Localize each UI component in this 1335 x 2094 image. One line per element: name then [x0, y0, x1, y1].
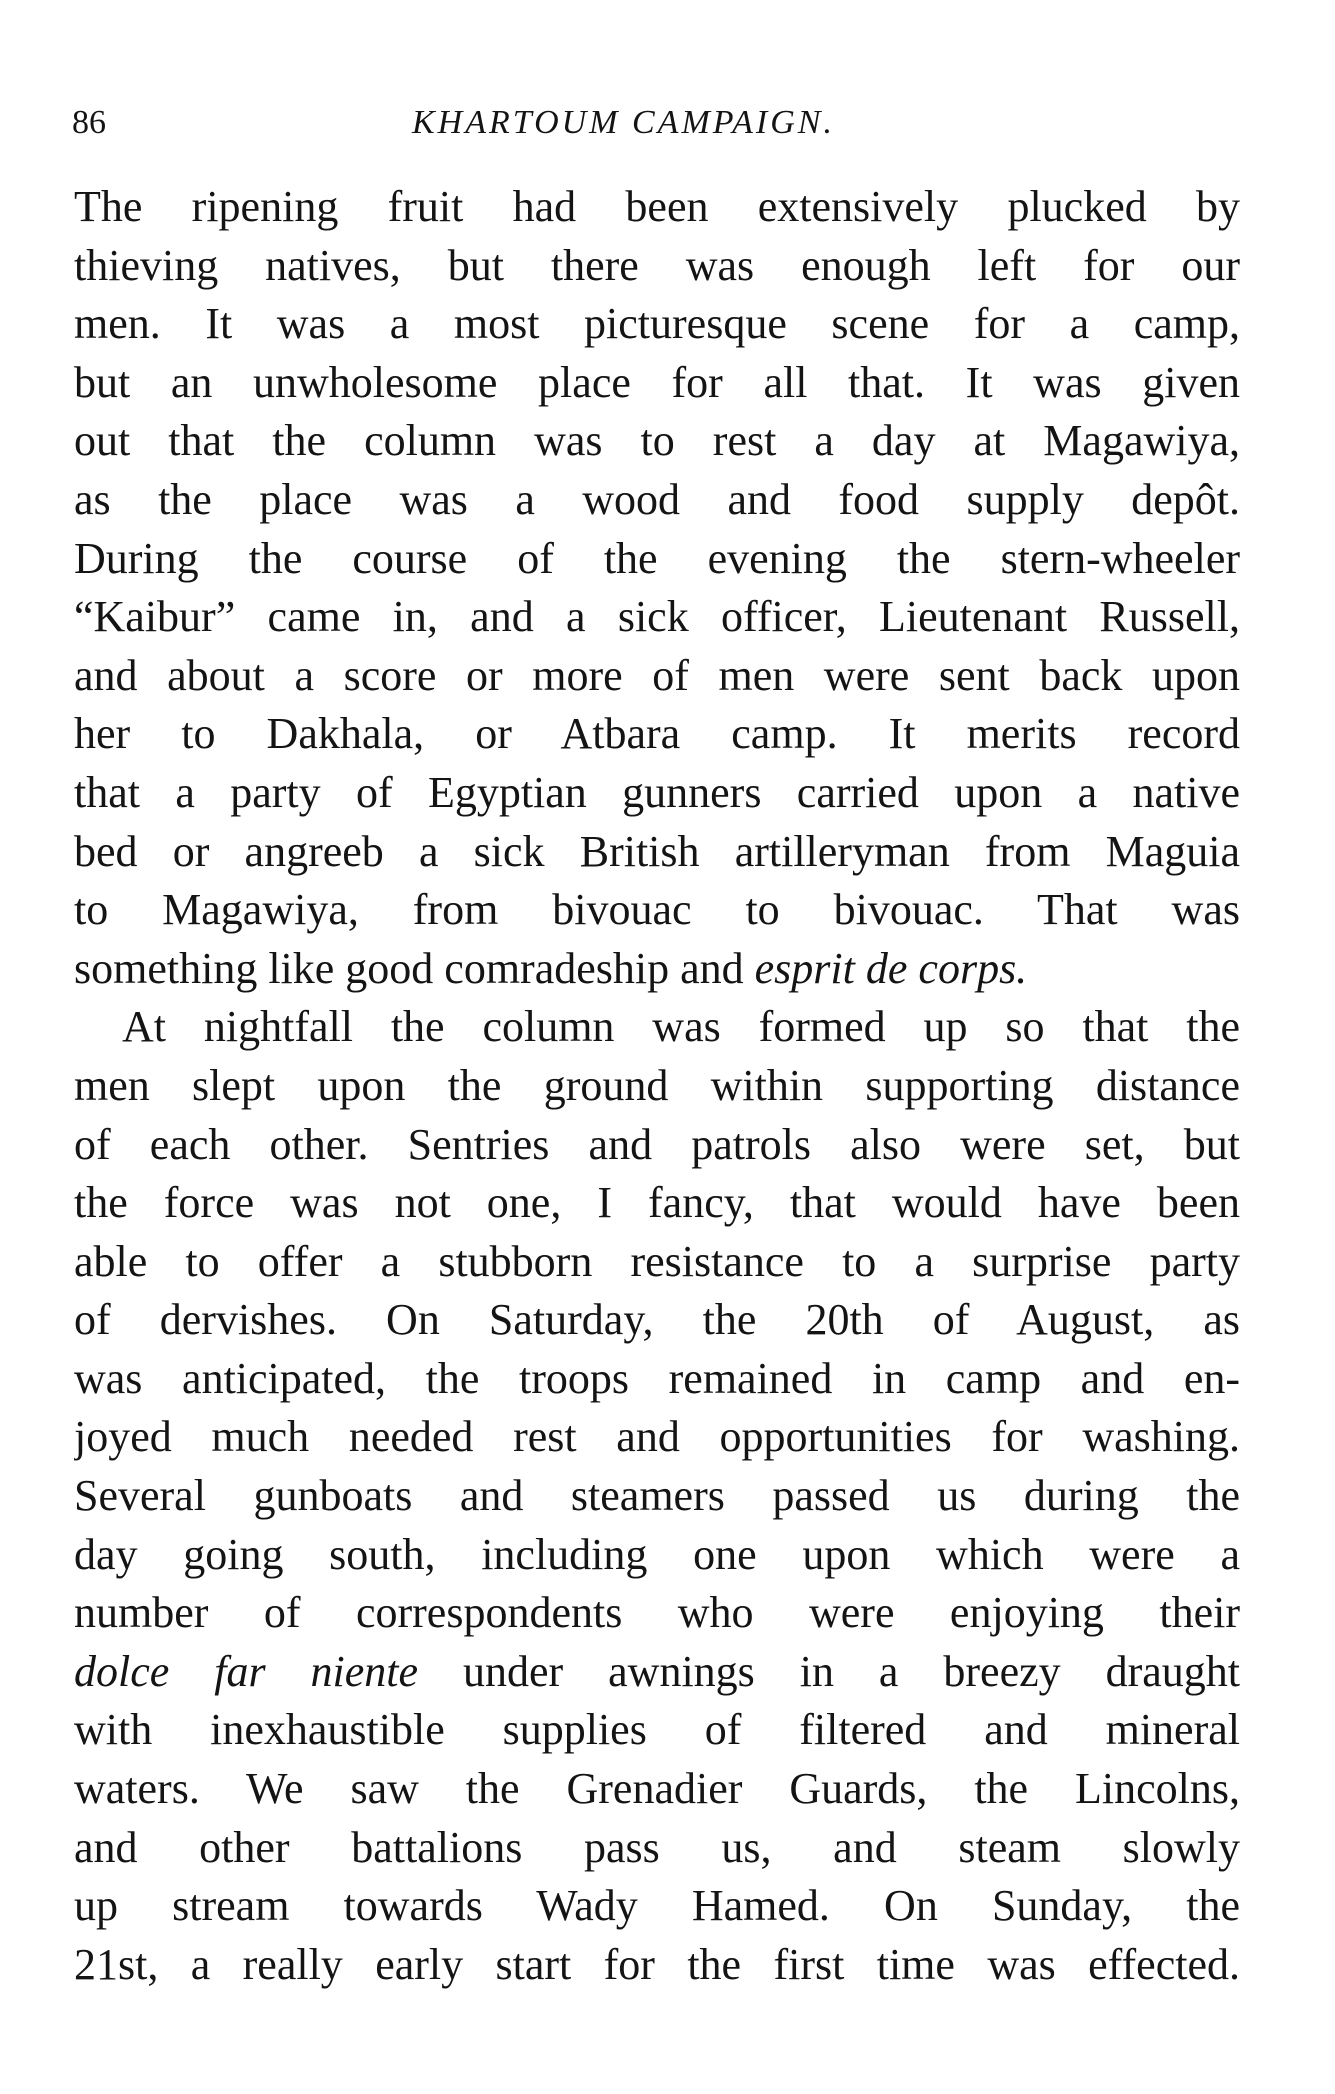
page-header [72, 98, 1252, 148]
text-line: out that the column was to rest a day at Magawiya, [74, 416, 1240, 466]
text-line: “Kaibur” came in, and a sick officer, Lieutenant Russell, [74, 592, 1240, 642]
text-line: up stream towards Wady Hamed. On Sunday, the [74, 1881, 1240, 1931]
text-line: and about a score or more of men were sent back upon [74, 650, 1240, 700]
text-line: something like good comradeship and esprit de corps. [74, 943, 1028, 993]
text-line: her to Dakhala, or Atbara camp. It merits record [74, 709, 1240, 759]
text-line: day going south, including one upon which were a [74, 1529, 1240, 1579]
italic-phrase: dolce far niente [74, 1646, 419, 1696]
text-line: thieving natives, but there was enough left for our [74, 240, 1240, 290]
text-line: as the place was a wood and food supply depôt. [74, 474, 1240, 524]
text-line: Several gunboats and steamers passed us during the [74, 1471, 1240, 1521]
text-line: of dervishes. On Saturday, the 20th of August, as [74, 1295, 1240, 1345]
text-line: able to offer a stubborn resistance to a surprise party [74, 1236, 1240, 1286]
text-line: men slept upon the ground within supporting distance [74, 1060, 1240, 1110]
italic-phrase: esprit de corps. [754, 943, 1028, 993]
text-line: waters. We saw the Grenadier Guards, the Lincolns, [74, 1764, 1240, 1814]
text-line: The ripening fruit had been extensively plucked by [74, 182, 1240, 231]
text-line: but an unwholesome place for all that. It was given [74, 357, 1240, 407]
text-line: to Magawiya, from bivouac to bivouac. That was [74, 885, 1240, 935]
text-line: of each other. Sentries and patrols also were set, but [74, 1119, 1240, 1169]
text-line: At nightfall the column was formed up so that the [122, 1002, 1240, 1052]
text-line: bed or angreeb a sick British artilleryman from Maguia [74, 826, 1240, 876]
body-text [74, 178, 1240, 1994]
text-line: During the course of the evening the stern-wheeler [74, 533, 1240, 583]
text-line: the force was not one, I fancy, that would have been [74, 1178, 1240, 1228]
text-line: 21st, a really early start for the first time was effected. [74, 1939, 1240, 1989]
text-line: with inexhaustible supplies of filtered and mineral [74, 1705, 1240, 1755]
text-line: dolce far niente under awnings in a breezy draught [74, 1646, 1240, 1696]
text-line: and other battalions pass us, and steam slowly [74, 1822, 1240, 1872]
running-head: KHARTOUM CAMPAIGN. [412, 104, 835, 141]
text-line: joyed much needed rest and opportunities for washing. [74, 1412, 1240, 1462]
text-line: was anticipated, the troops remained in camp and en- [74, 1353, 1240, 1403]
text-line: men. It was a most picturesque scene for a camp, [74, 299, 1240, 349]
text-line: number of correspondents who were enjoying their [74, 1588, 1240, 1638]
text-line: that a party of Egyptian gunners carried upon a native [74, 767, 1240, 817]
page-number: 86 [72, 104, 106, 141]
